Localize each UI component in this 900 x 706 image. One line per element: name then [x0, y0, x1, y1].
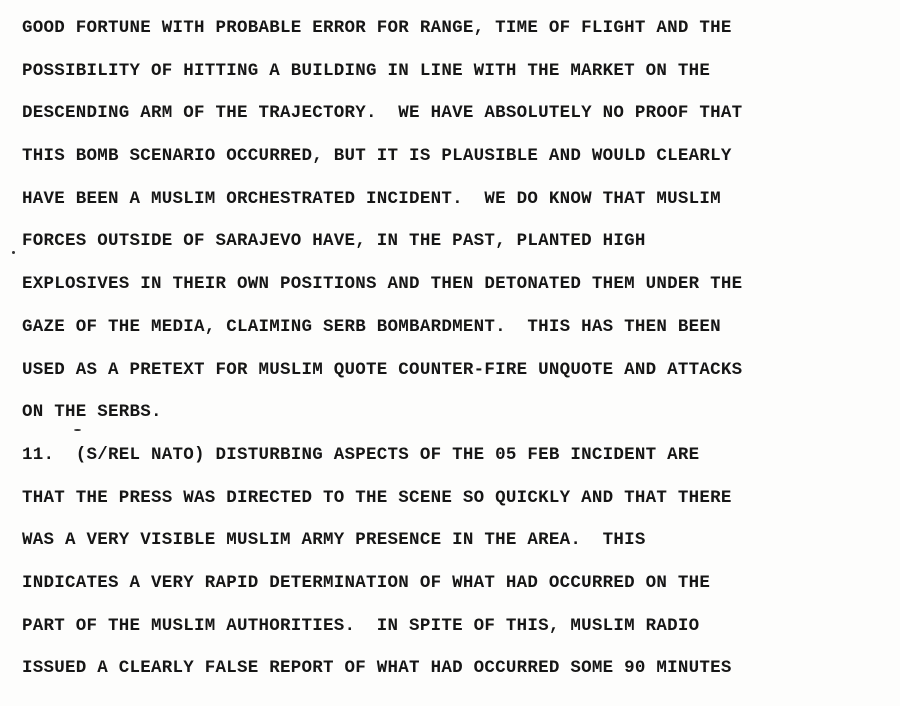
text-line: HAVE BEEN A MUSLIM ORCHESTRATED INCIDENT. WE DO KNOW THAT MUSLIM	[22, 188, 721, 209]
text-line: WAS A VERY VISIBLE MUSLIM ARMY PRESENCE IN THE AREA. THIS	[22, 530, 646, 551]
text-line: THAT THE PRESS WAS DIRECTED TO THE SCENE SO QUICKLY AND THAT THERE	[22, 487, 732, 508]
document-text	[22, 12, 892, 695]
text-line: PART OF THE MUSLIM AUTHORITIES. IN SPITE OF THIS, MUSLIM RADIO	[22, 615, 700, 636]
scan-speck	[74, 429, 81, 431]
text-line: THIS BOMB SCENARIO OCCURRED, BUT IT IS PLAUSIBLE AND WOULD CLEARLY	[22, 146, 732, 167]
text-line: DESCENDING ARM OF THE TRAJECTORY. WE HAVE ABSOLUTELY NO PROOF THAT	[22, 103, 743, 124]
text-line: POSSIBILITY OF HITTING A BUILDING IN LINE WITH THE MARKET ON THE	[22, 60, 711, 81]
text-line: GOOD FORTUNE WITH PROBABLE ERROR FOR RANGE, TIME OF FLIGHT AND THE	[22, 18, 732, 38]
text-line: EXPLOSIVES IN THEIR OWN POSITIONS AND THEN DETONATED THEM UNDER THE	[22, 274, 743, 295]
text-line: ON THE SERBS.	[22, 402, 162, 423]
text-line: ISSUED A CLEARLY FALSE REPORT OF WHAT HAD OCCURRED SOME 90 MINUTES	[22, 658, 732, 679]
text-line: GAZE OF THE MEDIA, CLAIMING SERB BOMBARDMENT. THIS HAS THEN BEEN	[22, 316, 721, 337]
scan-speck	[12, 251, 15, 254]
paragraph-11-line: 11. (S/REL NATO) DISTURBING ASPECTS OF THE 05 FEB INCIDENT ARE	[22, 444, 700, 465]
text-line: FORCES OUTSIDE OF SARAJEVO HAVE, IN THE PAST, PLANTED HIGH	[22, 231, 646, 252]
text-line: USED AS A PRETEXT FOR MUSLIM QUOTE COUNTER-FIRE UNQUOTE AND ATTACKS	[22, 359, 743, 380]
text-line: INDICATES A VERY RAPID DETERMINATION OF WHAT HAD OCCURRED ON THE	[22, 572, 711, 593]
